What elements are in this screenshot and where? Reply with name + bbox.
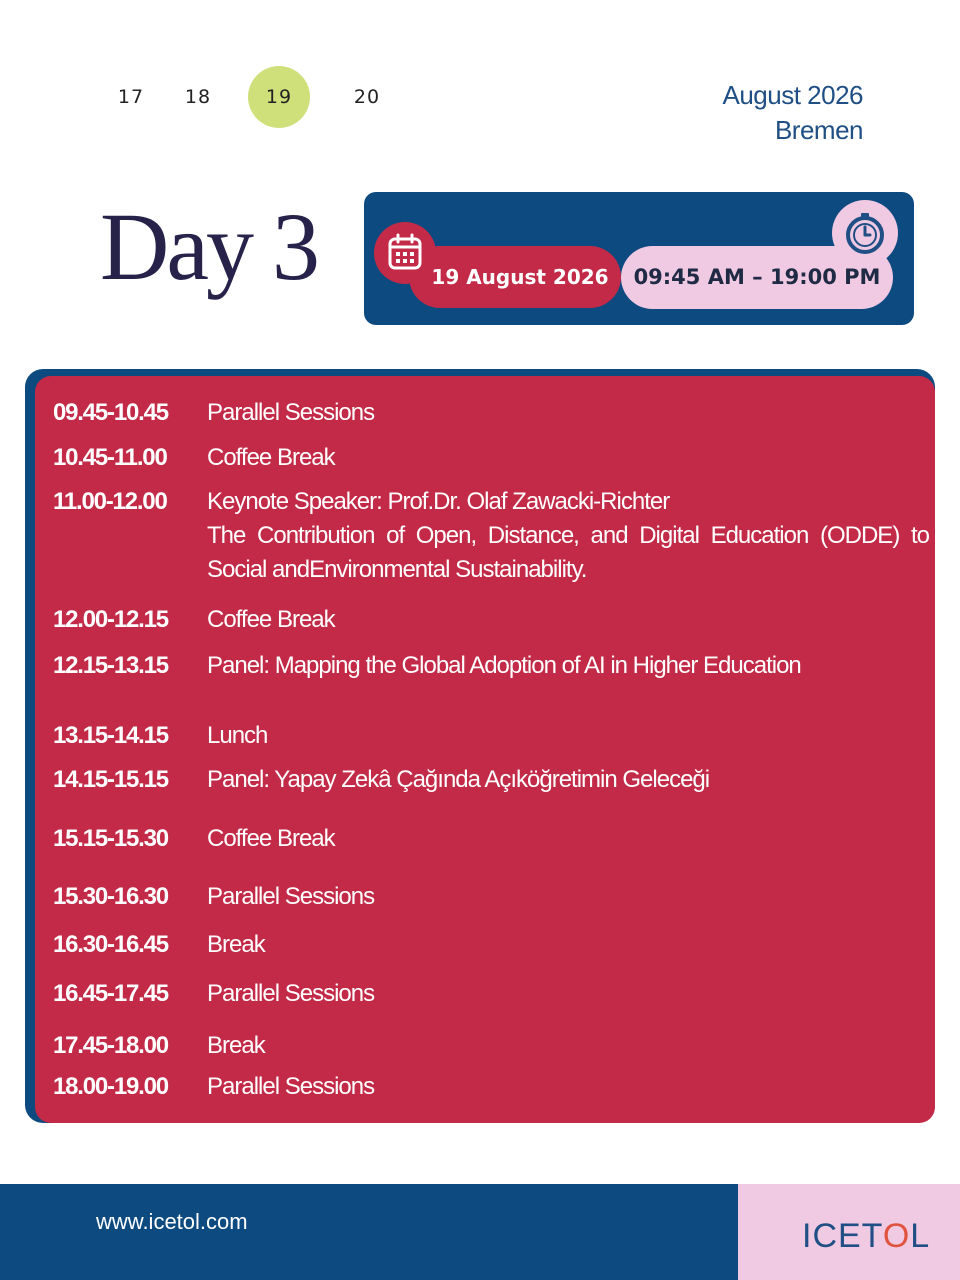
session-title: [207, 396, 929, 430]
city: Bremen: [774, 115, 863, 145]
session-title: [207, 880, 929, 914]
day-selector: [100, 66, 420, 128]
session-time: 16.30-16.45: [53, 931, 168, 958]
session-title: [207, 649, 929, 683]
session-time: 18.00-19.00: [53, 1073, 168, 1100]
schedule-panel: [35, 376, 935, 1123]
session-title: [207, 485, 929, 587]
website-link[interactable]: www.icetol.com: [96, 1209, 248, 1234]
session-title: [207, 822, 929, 856]
day-19-active[interactable]: 19: [248, 66, 310, 128]
session-line: Social andEnvironmental Sustainability.: [207, 556, 587, 583]
event-location: [722, 78, 863, 148]
session-line: Panel: Yapay Zekâ Çağında Açıköğretimin Geleceği: [207, 766, 710, 793]
logo-globe-o: O: [882, 1217, 911, 1255]
session-time: 16.45-17.45: [53, 980, 168, 1007]
time-range-text: 09:45 AM – 19:00 PM: [633, 265, 881, 289]
session-title: [207, 763, 929, 797]
session-line: Coffee Break: [207, 825, 335, 852]
month-year: August 2026: [722, 80, 863, 110]
session-line: Coffee Break: [207, 444, 335, 471]
date-time-box: [364, 192, 914, 325]
session-title: [207, 928, 929, 962]
session-time: 09.45-10.45: [53, 399, 168, 426]
logo-text-left: ICET: [802, 1217, 883, 1255]
session-line: Lunch: [207, 722, 268, 749]
session-time: 15.30-16.30: [53, 883, 168, 910]
session-time: 13.15-14.15: [53, 722, 168, 749]
session-line: Panel: Mapping the Global Adoption of AI in Higher Education: [207, 652, 801, 679]
session-line: Break: [207, 931, 265, 958]
clock-icon: [832, 200, 898, 266]
session-line: Break: [207, 1032, 265, 1059]
session-line: Parallel Sessions: [207, 980, 375, 1007]
session-line: Parallel Sessions: [207, 883, 375, 910]
session-title: [207, 719, 929, 753]
session-time: 12.00-12.15: [53, 606, 168, 633]
day-18[interactable]: 18: [184, 86, 212, 108]
calendar-icon: [374, 222, 436, 284]
session-title: [207, 1029, 929, 1063]
session-title: [207, 603, 929, 637]
session-time: 12.15-13.15: [53, 652, 168, 679]
session-line: The Contribution of Open, Distance, and Digital Education (ODDE) to: [207, 522, 929, 549]
session-time: 10.45-11.00: [53, 444, 167, 471]
session-line: Parallel Sessions: [207, 1073, 375, 1100]
day-title: Day 3: [100, 193, 317, 300]
logo-text-right: L: [910, 1217, 931, 1255]
session-title: [207, 977, 929, 1011]
session-time: 14.15-15.15: [53, 766, 168, 793]
date-pill: [409, 246, 621, 308]
session-title: [207, 1070, 929, 1104]
session-time: 15.15-15.30: [53, 825, 168, 852]
date-text: 19 August 2026: [431, 265, 609, 289]
session-time: 17.45-18.00: [53, 1032, 168, 1059]
session-line: Coffee Break: [207, 606, 335, 633]
day-17[interactable]: 17: [117, 86, 145, 108]
session-line: Keynote Speaker: Prof.Dr. Olaf Zawacki-Richter: [207, 488, 670, 515]
icetol-logo: [802, 1216, 930, 1256]
session-line: Parallel Sessions: [207, 399, 375, 426]
session-title: [207, 441, 929, 475]
day-20[interactable]: 20: [353, 86, 381, 108]
session-time: 11.00-12.00: [53, 488, 167, 515]
